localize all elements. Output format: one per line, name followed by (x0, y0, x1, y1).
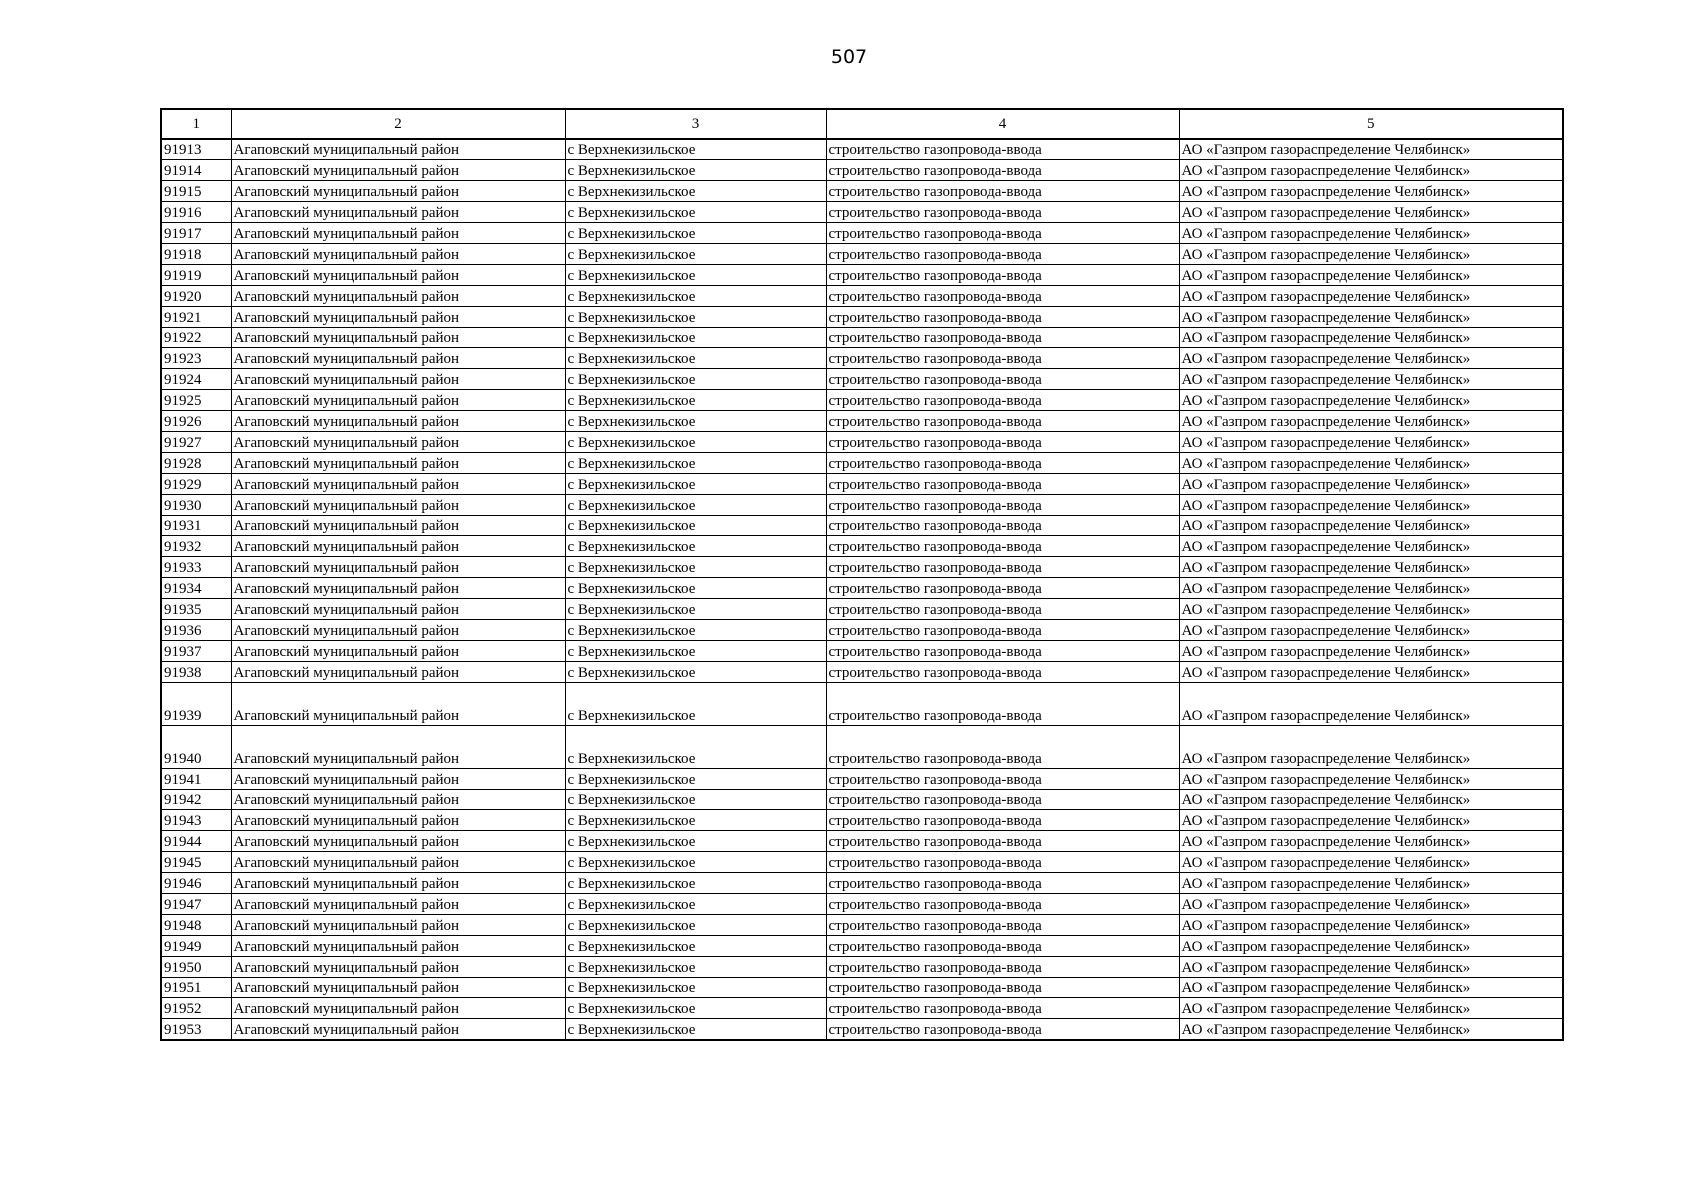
cell-district: Агаповский муниципальный район (231, 599, 565, 620)
cell-work-type: строительство газопровода-ввода (826, 411, 1179, 432)
cell-locality: с Верхнекизильское (565, 852, 826, 873)
cell-locality: с Верхнекизильское (565, 810, 826, 831)
cell-number: 91918 (161, 243, 231, 264)
cell-organization: АО «Газпром газораспределение Челябинск» (1179, 725, 1563, 768)
cell-work-type: строительство газопровода-ввода (826, 181, 1179, 202)
cell-district: Агаповский муниципальный район (231, 725, 565, 768)
cell-organization: АО «Газпром газораспределение Челябинск» (1179, 640, 1563, 661)
cell-work-type: строительство газопровода-ввода (826, 998, 1179, 1019)
cell-work-type: строительство газопровода-ввода (826, 452, 1179, 473)
table-row (161, 661, 1563, 682)
table-row (161, 243, 1563, 264)
cell-organization: АО «Газпром газораспределение Челябинск» (1179, 789, 1563, 810)
cell-number: 91938 (161, 661, 231, 682)
cell-work-type: строительство газопровода-ввода (826, 956, 1179, 977)
cell-district: Агаповский муниципальный район (231, 578, 565, 599)
cell-locality: с Верхнекизильское (565, 139, 826, 160)
cell-number: 91945 (161, 852, 231, 873)
table-row (161, 181, 1563, 202)
cell-locality: с Верхнекизильское (565, 977, 826, 998)
cell-locality: с Верхнекизильское (565, 599, 826, 620)
table-row (161, 789, 1563, 810)
cell-district: Агаповский муниципальный район (231, 682, 565, 725)
cell-district: Агаповский муниципальный район (231, 998, 565, 1019)
cell-locality: с Верхнекизильское (565, 431, 826, 452)
cell-work-type: строительство газопровода-ввода (826, 306, 1179, 327)
table-row (161, 1019, 1563, 1040)
cell-work-type: строительство газопровода-ввода (826, 894, 1179, 915)
cell-work-type: строительство газопровода-ввода (826, 243, 1179, 264)
table-row (161, 411, 1563, 432)
cell-organization: АО «Газпром газораспределение Челябинск» (1179, 348, 1563, 369)
cell-locality: с Верхнекизильское (565, 536, 826, 557)
cell-number: 91943 (161, 810, 231, 831)
cell-work-type: строительство газопровода-ввода (826, 873, 1179, 894)
cell-number: 91913 (161, 139, 231, 160)
cell-work-type: строительство газопровода-ввода (826, 494, 1179, 515)
cell-organization: АО «Газпром газораспределение Челябинск» (1179, 599, 1563, 620)
cell-locality: с Верхнекизильское (565, 873, 826, 894)
table-row (161, 578, 1563, 599)
cell-locality: с Верхнекизильское (565, 160, 826, 181)
cell-locality: с Верхнекизильское (565, 494, 826, 515)
cell-district: Агаповский муниципальный район (231, 390, 565, 411)
cell-organization: АО «Газпром газораспределение Челябинск» (1179, 202, 1563, 223)
cell-number: 91947 (161, 894, 231, 915)
cell-organization: АО «Газпром газораспределение Челябинск» (1179, 956, 1563, 977)
cell-organization: АО «Газпром газораспределение Челябинск» (1179, 768, 1563, 789)
cell-district: Агаповский муниципальный район (231, 223, 565, 244)
table-row (161, 285, 1563, 306)
cell-locality: с Верхнекизильское (565, 640, 826, 661)
cell-district: Агаповский муниципальный район (231, 369, 565, 390)
cell-organization: АО «Газпром газораспределение Челябинск» (1179, 264, 1563, 285)
cell-organization: АО «Газпром газораспределение Челябинск» (1179, 473, 1563, 494)
cell-district: Агаповский муниципальный район (231, 873, 565, 894)
cell-district: Агаповский муниципальный район (231, 619, 565, 640)
cell-number: 91953 (161, 1019, 231, 1040)
cell-locality: с Верхнекизильское (565, 894, 826, 915)
cell-number: 91950 (161, 956, 231, 977)
cell-district: Агаповский муниципальный район (231, 494, 565, 515)
table-row (161, 452, 1563, 473)
table-row (161, 494, 1563, 515)
cell-number: 91951 (161, 977, 231, 998)
cell-number: 91949 (161, 935, 231, 956)
cell-work-type: строительство газопровода-ввода (826, 285, 1179, 306)
table-row (161, 557, 1563, 578)
cell-district: Агаповский муниципальный район (231, 831, 565, 852)
cell-locality: с Верхнекизильское (565, 914, 826, 935)
table-row (161, 348, 1563, 369)
cell-number: 91948 (161, 914, 231, 935)
cell-district: Агаповский муниципальный район (231, 768, 565, 789)
cell-locality: с Верхнекизильское (565, 789, 826, 810)
cell-district: Агаповский муниципальный район (231, 139, 565, 160)
cell-district: Агаповский муниципальный район (231, 956, 565, 977)
cell-organization: АО «Газпром газораспределение Челябинск» (1179, 536, 1563, 557)
cell-locality: с Верхнекизильское (565, 998, 826, 1019)
cell-work-type: строительство газопровода-ввода (826, 661, 1179, 682)
cell-work-type: строительство газопровода-ввода (826, 557, 1179, 578)
cell-organization: АО «Газпром газораспределение Челябинск» (1179, 515, 1563, 536)
cell-district: Агаповский муниципальный район (231, 160, 565, 181)
cell-locality: с Верхнекизильское (565, 831, 826, 852)
cell-number: 91930 (161, 494, 231, 515)
cell-work-type: строительство газопровода-ввода (826, 139, 1179, 160)
table-row (161, 619, 1563, 640)
table-row (161, 977, 1563, 998)
cell-organization: АО «Газпром газораспределение Челябинск» (1179, 306, 1563, 327)
cell-locality: с Верхнекизильское (565, 306, 826, 327)
cell-work-type: строительство газопровода-ввода (826, 1019, 1179, 1040)
table-row (161, 369, 1563, 390)
table-row (161, 640, 1563, 661)
data-table (160, 108, 1564, 1041)
table-row (161, 202, 1563, 223)
cell-district: Агаповский муниципальный район (231, 935, 565, 956)
cell-work-type: строительство газопровода-ввода (826, 935, 1179, 956)
table-body (161, 139, 1563, 1040)
cell-organization: АО «Газпром газораспределение Челябинск» (1179, 682, 1563, 725)
cell-organization: АО «Газпром газораспределение Челябинск» (1179, 810, 1563, 831)
table-row (161, 390, 1563, 411)
cell-number: 91932 (161, 536, 231, 557)
table-row (161, 431, 1563, 452)
cell-number: 91931 (161, 515, 231, 536)
table-row (161, 682, 1563, 725)
cell-work-type: строительство газопровода-ввода (826, 977, 1179, 998)
cell-locality: с Верхнекизильское (565, 619, 826, 640)
cell-district: Агаповский муниципальный район (231, 789, 565, 810)
cell-organization: АО «Газпром газораспределение Челябинск» (1179, 431, 1563, 452)
cell-work-type: строительство газопровода-ввода (826, 831, 1179, 852)
cell-organization: АО «Газпром газораспределение Челябинск» (1179, 914, 1563, 935)
cell-district: Агаповский муниципальный район (231, 914, 565, 935)
cell-organization: АО «Газпром газораспределение Челябинск» (1179, 139, 1563, 160)
cell-district: Агаповский муниципальный район (231, 1019, 565, 1040)
cell-number: 91939 (161, 682, 231, 725)
cell-organization: АО «Газпром газораспределение Челябинск» (1179, 831, 1563, 852)
cell-district: Агаповский муниципальный район (231, 894, 565, 915)
cell-number: 91934 (161, 578, 231, 599)
cell-work-type: строительство газопровода-ввода (826, 369, 1179, 390)
cell-organization: АО «Газпром газораспределение Челябинск» (1179, 998, 1563, 1019)
cell-number: 91921 (161, 306, 231, 327)
cell-district: Агаповский муниципальный район (231, 264, 565, 285)
table-row (161, 768, 1563, 789)
cell-district: Агаповский муниципальный район (231, 431, 565, 452)
table-row (161, 139, 1563, 160)
cell-organization: АО «Газпром газораспределение Челябинск» (1179, 1019, 1563, 1040)
table-row (161, 894, 1563, 915)
cell-work-type: строительство газопровода-ввода (826, 473, 1179, 494)
cell-number: 91946 (161, 873, 231, 894)
table-row (161, 725, 1563, 768)
cell-organization: АО «Газпром газораспределение Челябинск» (1179, 894, 1563, 915)
cell-organization: АО «Газпром газораспределение Челябинск» (1179, 160, 1563, 181)
cell-organization: АО «Газпром газораспределение Челябинск» (1179, 873, 1563, 894)
table-row (161, 935, 1563, 956)
cell-work-type: строительство газопровода-ввода (826, 768, 1179, 789)
cell-number: 91944 (161, 831, 231, 852)
cell-locality: с Верхнекизильское (565, 557, 826, 578)
cell-work-type: строительство газопровода-ввода (826, 619, 1179, 640)
cell-district: Агаповский муниципальный район (231, 661, 565, 682)
cell-work-type: строительство газопровода-ввода (826, 223, 1179, 244)
cell-work-type: строительство газопровода-ввода (826, 536, 1179, 557)
cell-work-type: строительство газопровода-ввода (826, 640, 1179, 661)
cell-district: Агаповский муниципальный район (231, 473, 565, 494)
table-row (161, 914, 1563, 935)
cell-locality: с Верхнекизильское (565, 223, 826, 244)
cell-number: 91915 (161, 181, 231, 202)
cell-locality: с Верхнекизильское (565, 390, 826, 411)
table-row (161, 956, 1563, 977)
cell-locality: с Верхнекизильское (565, 452, 826, 473)
table-row (161, 223, 1563, 244)
column-header-5: 5 (1179, 109, 1563, 139)
cell-number: 91927 (161, 431, 231, 452)
cell-organization: АО «Газпром газораспределение Челябинск» (1179, 411, 1563, 432)
column-header-2: 2 (231, 109, 565, 139)
column-header-4: 4 (826, 109, 1179, 139)
cell-number: 91916 (161, 202, 231, 223)
cell-work-type: строительство газопровода-ввода (826, 914, 1179, 935)
cell-district: Агаповский муниципальный район (231, 181, 565, 202)
cell-locality: с Верхнекизильское (565, 1019, 826, 1040)
table-row (161, 852, 1563, 873)
cell-organization: АО «Газпром газораспределение Челябинск» (1179, 852, 1563, 873)
cell-district: Агаповский муниципальный район (231, 515, 565, 536)
cell-district: Агаповский муниципальный район (231, 810, 565, 831)
table-row (161, 599, 1563, 620)
page-number: 507 (830, 46, 868, 68)
header-row (161, 109, 1563, 139)
cell-locality: с Верхнекизильское (565, 181, 826, 202)
cell-number: 91928 (161, 452, 231, 473)
table-row (161, 810, 1563, 831)
cell-district: Агаповский муниципальный район (231, 557, 565, 578)
cell-number: 91920 (161, 285, 231, 306)
cell-number: 91937 (161, 640, 231, 661)
table-row (161, 873, 1563, 894)
table-row (161, 473, 1563, 494)
cell-work-type: строительство газопровода-ввода (826, 789, 1179, 810)
cell-district: Агаповский муниципальный район (231, 452, 565, 473)
cell-number: 91919 (161, 264, 231, 285)
table-row (161, 306, 1563, 327)
cell-number: 91924 (161, 369, 231, 390)
cell-locality: с Верхнекизильское (565, 243, 826, 264)
cell-locality: с Верхнекизильское (565, 264, 826, 285)
cell-number: 91940 (161, 725, 231, 768)
cell-number: 91917 (161, 223, 231, 244)
cell-number: 91933 (161, 557, 231, 578)
table-row (161, 160, 1563, 181)
cell-number: 91936 (161, 619, 231, 640)
cell-work-type: строительство газопровода-ввода (826, 599, 1179, 620)
table-row (161, 264, 1563, 285)
cell-work-type: строительство газопровода-ввода (826, 810, 1179, 831)
cell-organization: АО «Газпром газораспределение Челябинск» (1179, 977, 1563, 998)
cell-locality: с Верхнекизильское (565, 768, 826, 789)
cell-district: Агаповский муниципальный район (231, 202, 565, 223)
cell-locality: с Верхнекизильское (565, 348, 826, 369)
cell-work-type: строительство газопровода-ввода (826, 348, 1179, 369)
cell-organization: АО «Газпром газораспределение Челябинск» (1179, 390, 1563, 411)
table-row (161, 831, 1563, 852)
cell-work-type: строительство газопровода-ввода (826, 390, 1179, 411)
cell-work-type: строительство газопровода-ввода (826, 431, 1179, 452)
table-row (161, 515, 1563, 536)
cell-number: 91952 (161, 998, 231, 1019)
cell-organization: АО «Газпром газораспределение Челябинск» (1179, 452, 1563, 473)
column-header-1: 1 (161, 109, 231, 139)
cell-district: Агаповский муниципальный район (231, 327, 565, 348)
cell-locality: с Верхнекизильское (565, 578, 826, 599)
cell-locality: с Верхнекизильское (565, 661, 826, 682)
cell-work-type: строительство газопровода-ввода (826, 327, 1179, 348)
cell-organization: АО «Газпром газораспределение Челябинск» (1179, 661, 1563, 682)
cell-locality: с Верхнекизильское (565, 285, 826, 306)
cell-locality: с Верхнекизильское (565, 327, 826, 348)
cell-organization: АО «Газпром газораспределение Челябинск» (1179, 619, 1563, 640)
cell-organization: АО «Газпром газораспределение Челябинск» (1179, 243, 1563, 264)
cell-number: 91935 (161, 599, 231, 620)
cell-work-type: строительство газопровода-ввода (826, 264, 1179, 285)
cell-number: 91941 (161, 768, 231, 789)
cell-district: Агаповский муниципальный район (231, 977, 565, 998)
cell-locality: с Верхнекизильское (565, 515, 826, 536)
cell-district: Агаповский муниципальный район (231, 306, 565, 327)
cell-organization: АО «Газпром газораспределение Челябинск» (1179, 557, 1563, 578)
cell-locality: с Верхнекизильское (565, 202, 826, 223)
cell-work-type: строительство газопровода-ввода (826, 515, 1179, 536)
cell-locality: с Верхнекизильское (565, 935, 826, 956)
cell-work-type: строительство газопровода-ввода (826, 852, 1179, 873)
cell-number: 91926 (161, 411, 231, 432)
cell-number: 91922 (161, 327, 231, 348)
cell-locality: с Верхнекизильское (565, 369, 826, 390)
cell-locality: с Верхнекизильское (565, 725, 826, 768)
cell-district: Агаповский муниципальный район (231, 536, 565, 557)
table-row (161, 536, 1563, 557)
cell-district: Агаповский муниципальный район (231, 852, 565, 873)
cell-district: Агаповский муниципальный район (231, 285, 565, 306)
cell-locality: с Верхнекизильское (565, 956, 826, 977)
cell-organization: АО «Газпром газораспределение Челябинск» (1179, 223, 1563, 244)
cell-locality: с Верхнекизильское (565, 411, 826, 432)
table-header (161, 109, 1563, 139)
cell-district: Агаповский муниципальный район (231, 348, 565, 369)
table-row (161, 327, 1563, 348)
cell-locality: с Верхнекизильское (565, 473, 826, 494)
cell-organization: АО «Газпром газораспределение Челябинск» (1179, 327, 1563, 348)
cell-number: 91925 (161, 390, 231, 411)
cell-organization: АО «Газпром газораспределение Челябинск» (1179, 181, 1563, 202)
cell-number: 91929 (161, 473, 231, 494)
cell-organization: АО «Газпром газораспределение Челябинск» (1179, 494, 1563, 515)
cell-district: Агаповский муниципальный район (231, 243, 565, 264)
cell-organization: АО «Газпром газораспределение Челябинск» (1179, 369, 1563, 390)
cell-work-type: строительство газопровода-ввода (826, 725, 1179, 768)
cell-organization: АО «Газпром газораспределение Челябинск» (1179, 935, 1563, 956)
cell-number: 91942 (161, 789, 231, 810)
cell-organization: АО «Газпром газораспределение Челябинск» (1179, 578, 1563, 599)
cell-work-type: строительство газопровода-ввода (826, 682, 1179, 725)
cell-number: 91914 (161, 160, 231, 181)
cell-organization: АО «Газпром газораспределение Челябинск» (1179, 285, 1563, 306)
cell-work-type: строительство газопровода-ввода (826, 202, 1179, 223)
cell-locality: с Верхнекизильское (565, 682, 826, 725)
table-row (161, 998, 1563, 1019)
cell-work-type: строительство газопровода-ввода (826, 160, 1179, 181)
cell-district: Агаповский муниципальный район (231, 411, 565, 432)
cell-work-type: строительство газопровода-ввода (826, 578, 1179, 599)
cell-number: 91923 (161, 348, 231, 369)
cell-district: Агаповский муниципальный район (231, 640, 565, 661)
column-header-3: 3 (565, 109, 826, 139)
